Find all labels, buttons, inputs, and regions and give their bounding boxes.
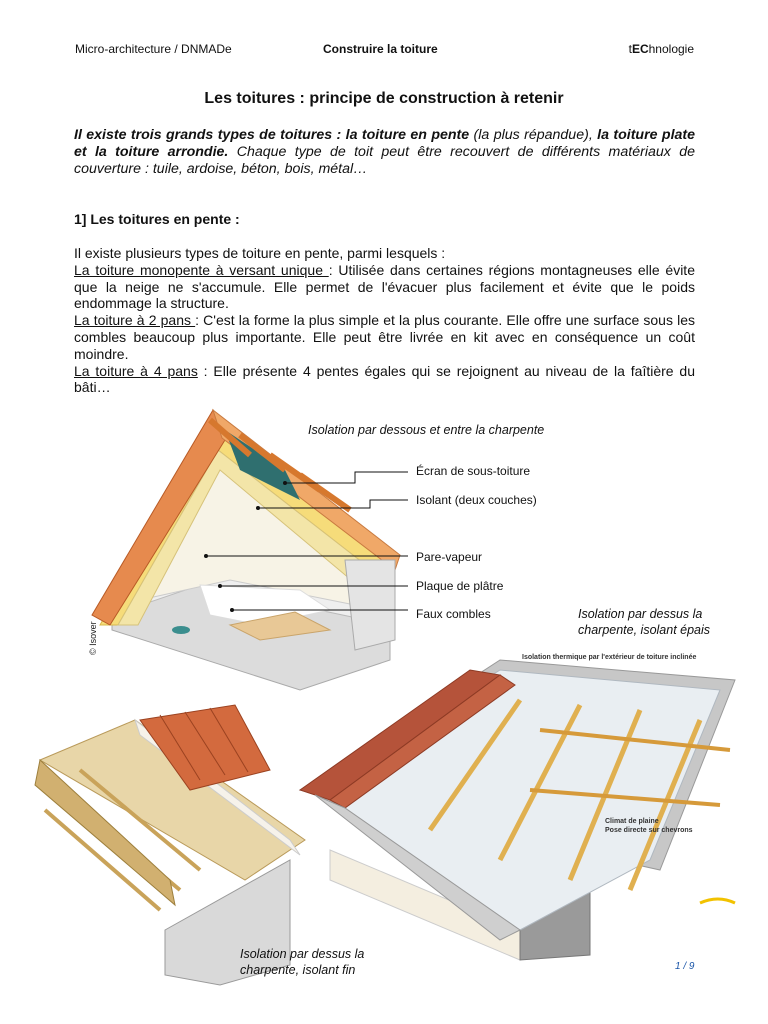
figure2-inner-label-2: Pose directe sur chevrons: [605, 827, 693, 834]
list-item-text: : Elle présente 4 pentes égales qui se rejoignent au niveau de la faîtière du bâti…: [74, 362, 695, 396]
list-item-term: La toiture à 2 pans: [74, 312, 196, 329]
figure2-inner-label-1: Climat de plaine: [605, 818, 659, 825]
section-heading: 1] Les toitures en pente :: [74, 211, 240, 227]
page-number: 1 / 9: [675, 961, 695, 972]
figure2-roof-thick-insulation: [300, 660, 735, 960]
figure3-caption-line1: Isolation par dessus la: [240, 947, 365, 961]
list-item-term: La toiture monopente à versant unique: [74, 261, 329, 278]
figure1-label: Isolant (deux couches): [416, 493, 537, 507]
decorative-swoosh: [700, 899, 735, 903]
figure1-attic-cutaway: [92, 410, 408, 690]
figure3-roof-thin-insulation: [35, 705, 305, 985]
header-center: Construire la toiture: [323, 42, 438, 56]
list-item-text: : Utilisée dans certaines régions montagneuses elle évite que la neige ne s'accumule. Elle permet de l'évacuer plus facilement et évite que le poids endommage la structure.: [74, 261, 695, 312]
figure1-label: Pare-vapeur: [416, 550, 483, 564]
figure2-inner-title: Isolation thermique par l'extérieur de toiture inclinée: [522, 654, 697, 661]
figure1-label: Plaque de plâtre: [416, 579, 504, 593]
header-right-post: hnologie: [648, 42, 694, 56]
figure1-caption: Isolation par dessous et entre la charpente: [308, 423, 545, 437]
figure2-caption-line1: Isolation par dessus la: [578, 607, 703, 621]
header-right-bold: EC: [631, 42, 649, 56]
figure1-label: Écran de sous-toiture: [416, 464, 531, 478]
intro-bold-1: Il existe trois grands types de toitures : la toiture en pente: [74, 127, 470, 143]
list-item-term: La toiture à 4 pans: [74, 362, 198, 379]
intro-bold-2: la toiture plate et la toiture arrondie.: [74, 127, 696, 160]
figure2-caption-line2: charpente, isolant épais: [578, 623, 711, 637]
header-right-pre: t: [628, 42, 632, 56]
figure3-caption: [240, 946, 364, 978]
figure1-credit: © Isover: [88, 621, 98, 655]
list-item-text: : C'est la forme la plus simple et la plus courante. Elle offre une surface sous les combles beaucoup plus importante. Elle peut être livrée en kit avec en conséquence un coût moindre.: [74, 312, 695, 362]
intro-italic-2: Chaque type de toit peut être recouvert de différents matériaux de couverture : tuile, ardoise, béton, bois, métal…: [74, 144, 695, 177]
figure2-inner-label: [605, 817, 693, 835]
intro-italic-1: (la plus répandue),: [469, 127, 598, 143]
figure2-caption: [578, 606, 710, 638]
figure1-label: Faux combles: [416, 607, 491, 621]
section-lead: Il existe plusieurs types de toiture en pente, parmi lesquels :: [74, 245, 446, 261]
header-left: Micro-architecture / DNMADe: [75, 42, 232, 56]
figure3-caption-line2: charpente, isolant fin: [240, 963, 356, 977]
page-title: Les toitures : principe de construction à retenir: [204, 90, 564, 107]
